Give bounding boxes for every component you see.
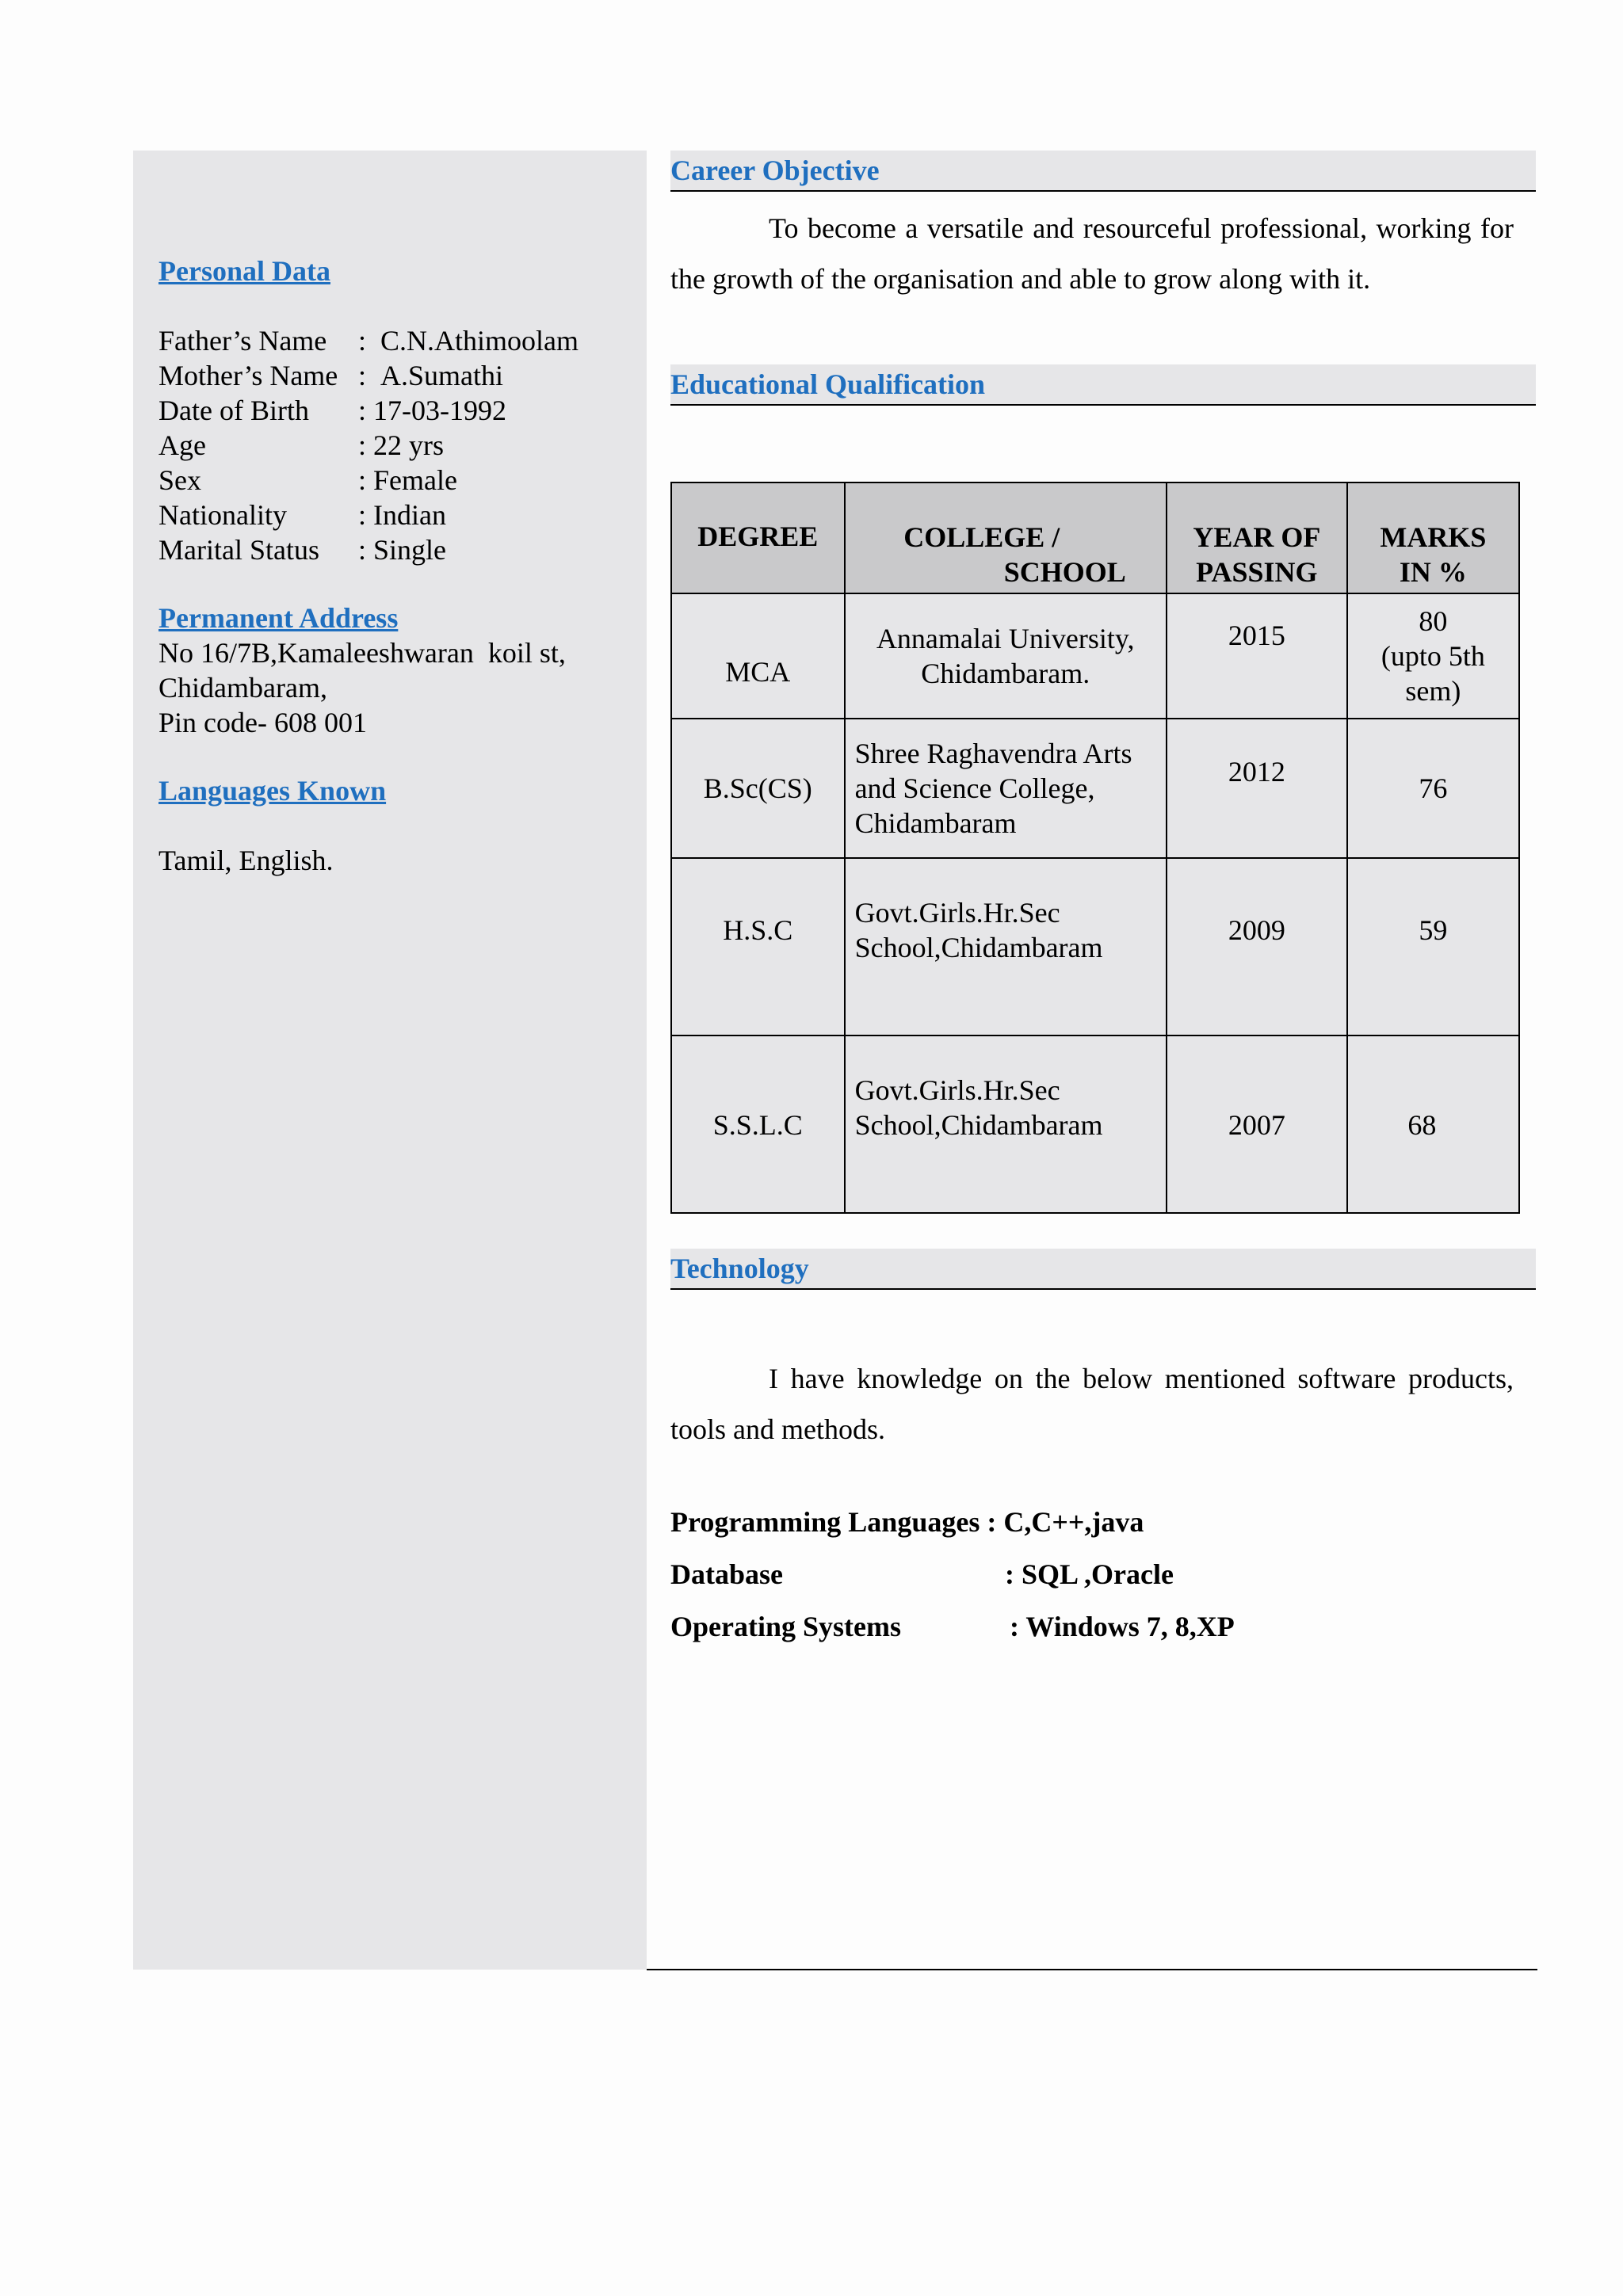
row-sslc-year: 2007 [1167, 1035, 1347, 1213]
dob-sep: : [358, 395, 367, 426]
row-mca-college-line2: Chidambaram. [921, 658, 1090, 689]
row-mca-marks [1347, 593, 1519, 719]
list-item [670, 1548, 1235, 1600]
tech-key-os: Operating Systems [670, 1611, 901, 1642]
mother-name-label: Mother’s Name [158, 360, 338, 391]
header-college-line1: COLLEGE / [903, 521, 1060, 553]
header-year-line2: PASSING [1196, 556, 1318, 588]
bottom-divider [647, 1969, 1537, 1970]
header-marks-line1: MARKS [1380, 521, 1487, 553]
marital-status-sep: : [358, 534, 367, 566]
marital-status-value: Single [373, 534, 447, 566]
career-objective-text: To become a versatile and resourceful professional, working for the growth of the organisation and able to grow along with it. [670, 212, 1514, 295]
row-hsc-college-line1: Govt.Girls.Hr.Sec [854, 897, 1060, 929]
personal-data-heading: Personal Data [158, 255, 330, 287]
mother-name-value-wrap [358, 358, 503, 393]
permanent-address-heading: Permanent Address [158, 602, 399, 634]
row-sslc-college-line1: Govt.Girls.Hr.Sec [854, 1074, 1060, 1106]
age-value: 22 yrs [373, 429, 445, 461]
header-year [1167, 482, 1347, 593]
dob-value-wrap [358, 393, 506, 428]
tech-value-os: : Windows 7, 8,XP [1010, 1611, 1235, 1642]
table-row [671, 719, 1519, 858]
dob-value: 17-03-1992 [373, 395, 506, 426]
header-marks-line2: IN % [1399, 556, 1467, 588]
technology-intro-text: I have knowledge on the below mentioned software products, tools and methods. [670, 1363, 1514, 1445]
nationality-value: Indian [373, 499, 446, 531]
row-sslc-degree: S.S.L.C [671, 1035, 845, 1213]
row-hsc-marks: 59 [1347, 858, 1519, 1035]
age-label: Age [158, 429, 206, 461]
list-item [670, 1496, 1235, 1548]
sex-value-wrap [358, 463, 457, 498]
row-hsc-year: 2009 [1167, 858, 1347, 1035]
row-sslc-marks: 68 [1347, 1035, 1519, 1213]
header-degree: DEGREE [671, 482, 845, 593]
father-name-sep: : [358, 325, 367, 357]
row-mca-college-line1: Annamalai University, [876, 623, 1135, 654]
row-sslc-college-line2: School,Chidambaram [854, 1109, 1103, 1141]
address-line-3: Pin code- 608 001 [158, 707, 367, 738]
sex-value: Female [373, 464, 457, 496]
personal-row-age [158, 428, 579, 463]
row-sslc-college [845, 1035, 1167, 1213]
row-mca-marks-line2: (upto 5th [1381, 640, 1485, 672]
mother-name-value: A.Sumathi [380, 360, 504, 391]
list-item [670, 1600, 1235, 1653]
dob-label: Date of Birth [158, 395, 309, 426]
father-name-label: Father’s Name [158, 325, 327, 357]
sex-sep: : [358, 464, 367, 496]
row-bsc-college [845, 719, 1167, 858]
nationality-label: Nationality [158, 499, 287, 531]
languages-known-heading: Languages Known [158, 775, 387, 807]
table-row [671, 593, 1519, 719]
address-block [158, 635, 566, 740]
header-marks [1347, 482, 1519, 593]
age-sep: : [358, 429, 367, 461]
row-bsc-college-line2: and Science College, [854, 772, 1095, 804]
personal-row-father [158, 323, 579, 358]
header-college-line2: SCHOOL [1003, 556, 1126, 588]
address-line-2: Chidambaram, [158, 672, 327, 704]
tech-value-programming: : C,C++,java [987, 1506, 1144, 1538]
nationality-value-wrap [358, 498, 446, 532]
row-mca-degree: MCA [671, 593, 845, 719]
personal-data-list [158, 323, 579, 567]
header-college [845, 482, 1167, 593]
nationality-sep: : [358, 499, 367, 531]
mother-name-sep: : [358, 360, 367, 391]
personal-row-marital [158, 532, 579, 567]
row-bsc-marks: 76 [1347, 719, 1519, 858]
header-year-line1: YEAR OF [1193, 521, 1321, 553]
tech-key-programming: Programming Languages [670, 1506, 980, 1538]
row-mca-marks-line1: 80 [1419, 605, 1448, 637]
career-objective-heading: Career Objective [670, 151, 1536, 192]
row-hsc-college [845, 858, 1167, 1035]
father-name-value: C.N.Athimoolam [380, 325, 579, 357]
educational-qualification-heading: Educational Qualification [670, 364, 1536, 406]
age-value-wrap [358, 428, 444, 463]
personal-row-dob [158, 393, 579, 428]
tech-key-database: Database [670, 1558, 783, 1590]
tech-value-database: : SQL ,Oracle [1005, 1558, 1174, 1590]
table-row [671, 858, 1519, 1035]
marital-status-value-wrap [358, 532, 446, 567]
row-mca-year: 2015 [1167, 593, 1347, 719]
row-bsc-college-line3: Chidambaram [854, 807, 1017, 839]
row-bsc-year: 2012 [1167, 719, 1347, 858]
education-table-header [671, 482, 1519, 593]
languages-text: Tamil, English. [158, 845, 334, 876]
row-mca-marks-line3: sem) [1405, 675, 1461, 707]
personal-row-sex [158, 463, 579, 498]
row-bsc-degree: B.Sc(CS) [671, 719, 845, 858]
row-hsc-college-line2: School,Chidambaram [854, 932, 1103, 963]
row-hsc-degree: H.S.C [671, 858, 845, 1035]
personal-row-nationality [158, 498, 579, 532]
table-row [671, 1035, 1519, 1213]
technology-heading: Technology [670, 1249, 1536, 1290]
address-line-1: No 16/7B,Kamaleeshwaran koil st, [158, 637, 566, 669]
technology-list [670, 1496, 1235, 1653]
row-mca-college [845, 593, 1167, 719]
sex-label: Sex [158, 464, 201, 496]
personal-row-mother [158, 358, 579, 393]
row-bsc-college-line1: Shree Raghavendra Arts [854, 738, 1132, 769]
marital-status-label: Marital Status [158, 534, 319, 566]
father-name-value-wrap [358, 323, 579, 358]
education-table [670, 482, 1520, 1214]
